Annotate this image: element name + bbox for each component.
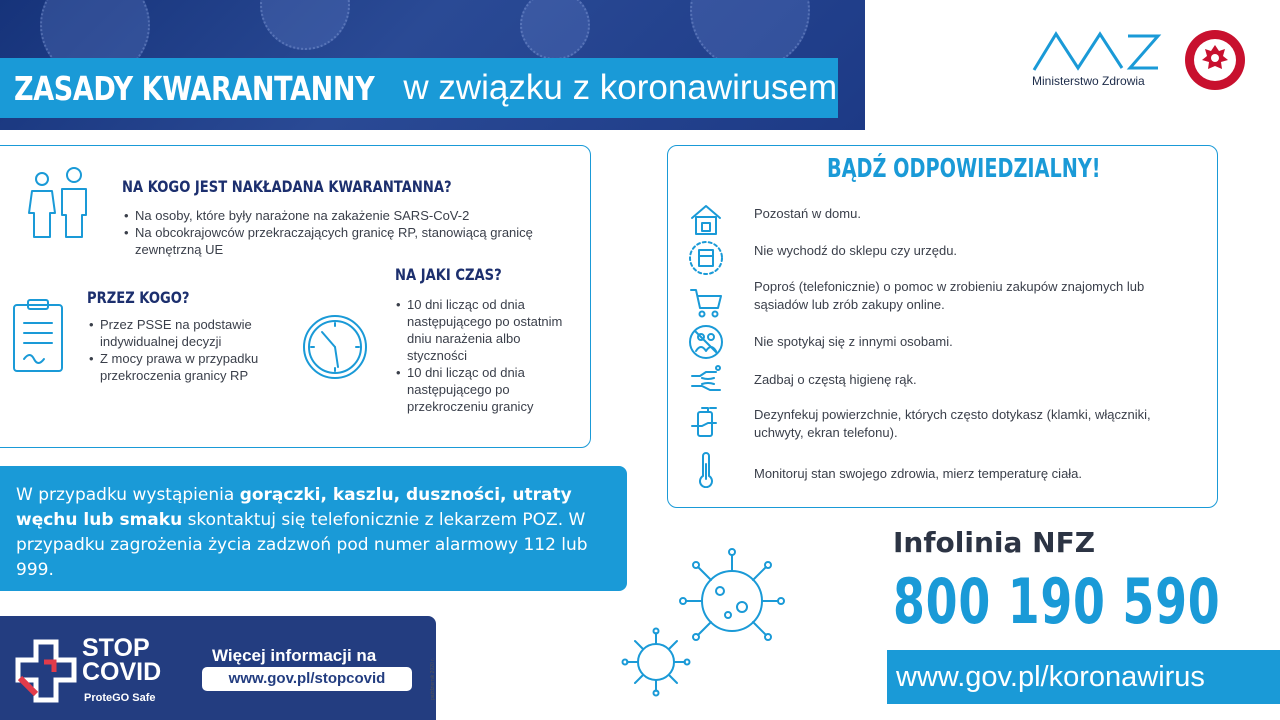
resp-item-no-meetings: Nie spotykaj się z innymi osobami. — [754, 334, 953, 349]
who-list — [124, 207, 544, 258]
handwash-icon — [688, 362, 724, 398]
covid-label: COVID — [82, 658, 162, 686]
cart-icon — [688, 284, 724, 320]
responsibility-heading: BĄDŹ ODPOWIEDZIALNY! — [827, 154, 1101, 184]
website-link[interactable]: www.gov.pl/koronawirus — [887, 650, 1280, 704]
ministry-name: Ministerstwo Zdrowia — [1032, 74, 1145, 88]
resp-item-stay-home: Pozostań w domu. — [754, 206, 861, 221]
list-item: • Przez PSSE na podstawie indywidualnej decyzji — [89, 316, 289, 350]
clipboard-icon — [10, 297, 66, 377]
stopcovid-link[interactable]: www.gov.pl/stopcovid — [202, 667, 412, 691]
no-meeting-icon — [688, 324, 724, 360]
list-item: • 10 dni licząc od dnia następującego po ostatnim dniu narażenia albo styczności — [396, 296, 584, 364]
title-bold: ZASADY KWARANTANNY — [14, 68, 375, 108]
people-icon — [20, 165, 96, 241]
duration-heading: NA JAKI CZAS? — [395, 265, 502, 284]
hotline-label: Infolinia NFZ — [893, 526, 1096, 559]
page-title — [0, 58, 838, 118]
who-heading: NA KOGO JEST NAKŁADANA KWARANTANNA? — [122, 177, 452, 196]
symptoms-warning-box — [0, 466, 627, 591]
thermometer-icon — [688, 452, 724, 488]
duration-list — [396, 296, 584, 415]
sanitary-inspection-seal-icon — [1183, 28, 1247, 92]
warning-text-1: W przypadku wystąpienia — [16, 485, 240, 505]
resp-item-shopping-help: Poproś (telefonicznie) o pomoc w zrobieniu zakupów znajomych lub sąsiadów lub zrób zakupy online. — [754, 279, 1145, 312]
list-item: • Z mocy prawa w przypadku przekroczenia granicy RP — [89, 350, 289, 384]
warning-symptoms: gorączki, kaszlu, duszności, utraty węchu lub smaku — [16, 485, 572, 530]
stopcovid-cross-icon — [14, 638, 78, 704]
date-credit: październik 2020 r. — [430, 658, 436, 700]
virus-background-icon — [520, 0, 590, 60]
shop-icon — [688, 240, 724, 276]
stop-label: STOP — [82, 634, 150, 662]
hotline-number: 800 190 590 — [893, 565, 1221, 638]
clock-icon — [300, 312, 370, 382]
resp-item-no-shop: Nie wychodź do sklepu czy urzędu. — [754, 243, 958, 258]
responsibility-card — [667, 145, 1218, 508]
virus-small-icon — [618, 624, 694, 700]
protego-label: ProteGO Safe — [84, 692, 156, 704]
by-whom-heading: PRZEZ KOGO? — [87, 288, 190, 307]
list-item: • Na obcokrajowców przekraczających granicę RP, stanowiącą granicę zewnętrzną UE — [124, 224, 544, 258]
list-item: • Na osoby, które były narażone na zakażenie SARS-CoV-2 — [124, 207, 544, 224]
title-light: w związku z koronawirusem — [403, 68, 838, 107]
resp-item-hand-hygiene: Zadbaj o częstą higienę rąk. — [754, 372, 917, 387]
more-info-label: Więcej informacji na — [212, 646, 377, 665]
disinfect-icon — [688, 404, 724, 440]
warning-text-2: skontaktuj się telefonicznie z lekarzem POZ. W przypadku zagrożenia życia zadzwoń pod numer alarmowy 112 lub 999. — [16, 510, 588, 580]
by-whom-list — [89, 316, 289, 384]
virus-background-icon — [260, 0, 350, 50]
stopcovid-title — [82, 636, 161, 684]
list-item: • 10 dni licząc od dnia następującego po przekroczeniu granicy — [396, 364, 584, 415]
house-icon — [688, 202, 724, 238]
resp-item-disinfect: Dezynfekuj powierzchnie, których często dotykasz (klamki, włączniki, uchwyty, ekran telefonu). — [754, 407, 1151, 440]
resp-item-monitor-health: Monitoruj stan swojego zdrowia, mierz temperaturę ciała. — [754, 466, 1083, 481]
